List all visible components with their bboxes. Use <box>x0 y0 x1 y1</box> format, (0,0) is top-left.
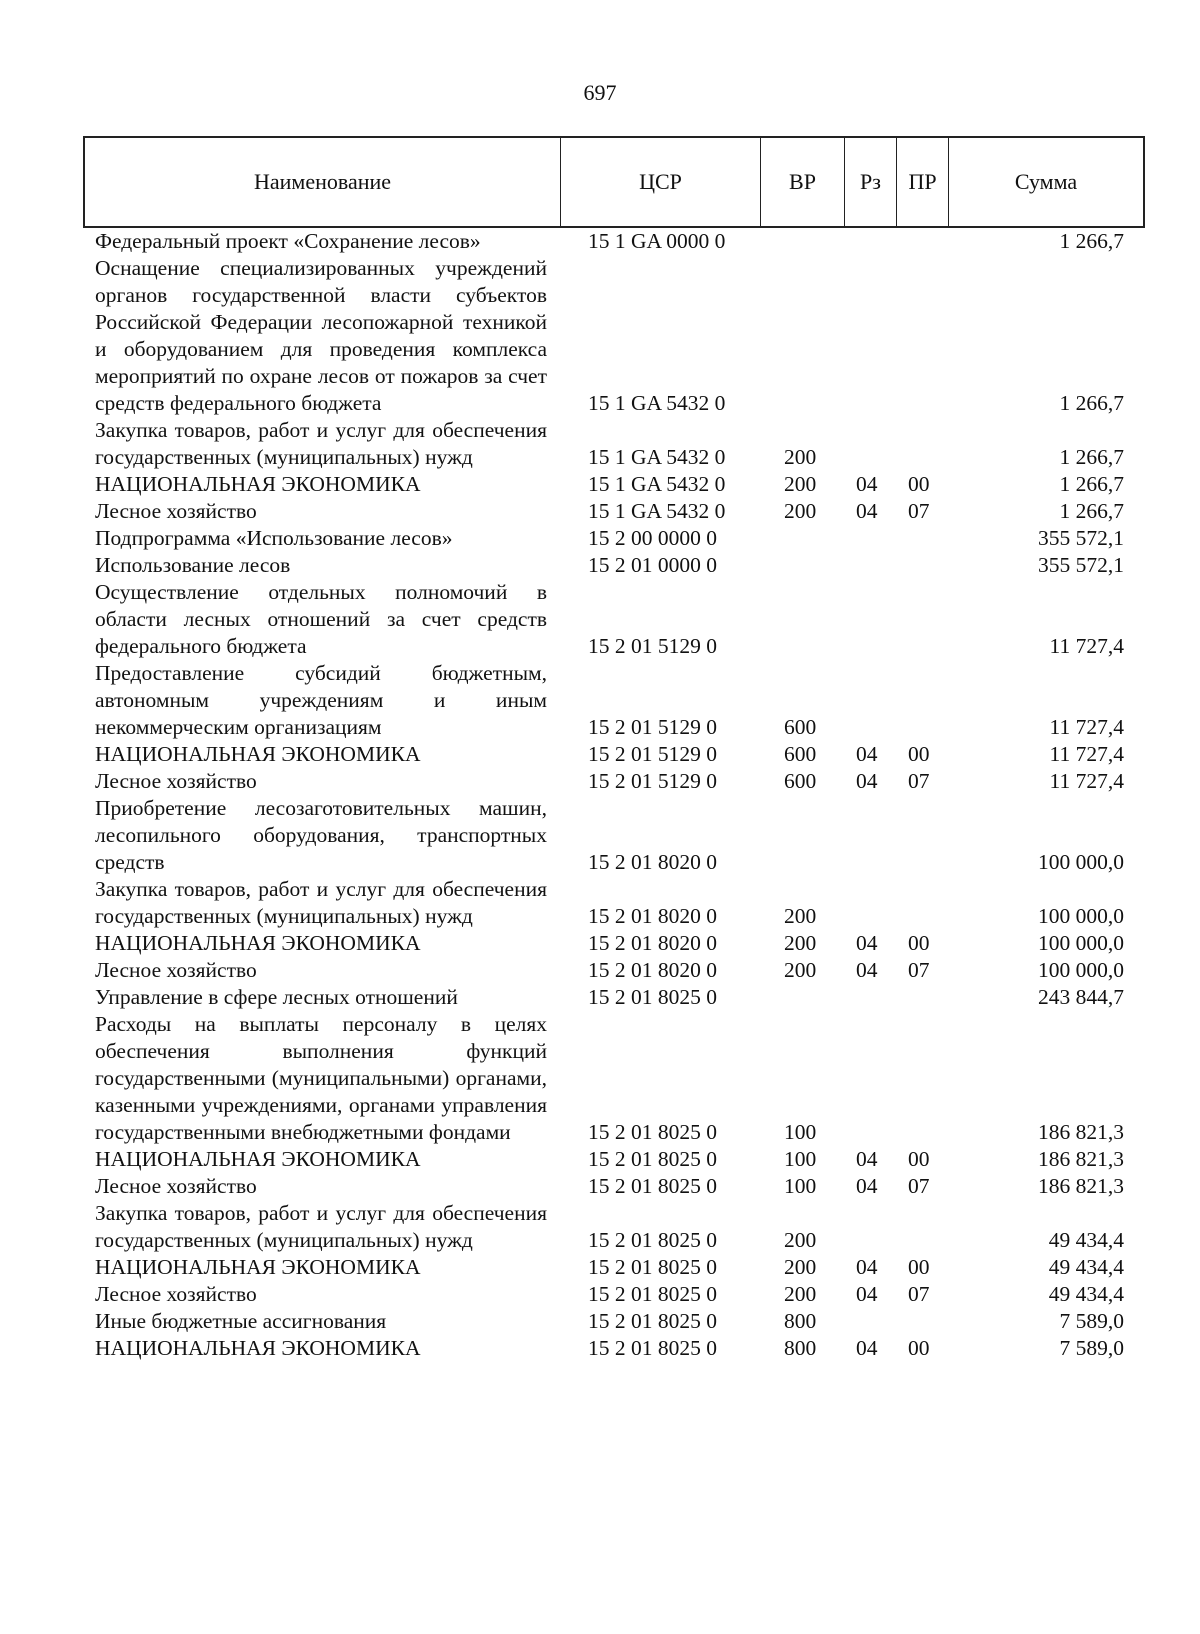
row-pr: 07 <box>908 769 930 793</box>
row-sum: 1 266,7 <box>1059 229 1124 253</box>
row-name: Закупка товаров, работ и услуг для обеспечения государственных (муниципальных) нужд <box>95 1201 547 1252</box>
row-csr: 15 2 01 8025 0 <box>588 985 717 1009</box>
row-vr: 200 <box>784 1228 817 1252</box>
row-csr: 15 1 GA 5432 0 <box>588 472 726 496</box>
row-csr: 15 1 GA 0000 0 <box>588 229 726 253</box>
page-number: 697 <box>583 80 617 105</box>
row-csr: 15 2 01 5129 0 <box>588 742 717 766</box>
row-sum: 11 727,4 <box>1049 769 1124 793</box>
table-header <box>83 136 1145 228</box>
table-row <box>0 1281 1200 1308</box>
header-rz: Рз <box>845 138 897 226</box>
row-rz: 04 <box>856 1255 878 1279</box>
row-sum: 1 266,7 <box>1059 472 1124 496</box>
row-name: Управление в сфере лесных отношений <box>95 985 458 1009</box>
table-row <box>0 255 1200 417</box>
row-sum: 355 572,1 <box>1038 526 1124 550</box>
row-vr: 800 <box>784 1309 817 1333</box>
table-row <box>0 984 1200 1011</box>
row-pr: 07 <box>908 1174 930 1198</box>
table-row <box>0 471 1200 498</box>
header-sum: Сумма <box>1014 169 1078 194</box>
row-name: Лесное хозяйство <box>95 1174 257 1198</box>
row-name: Лесное хозяйство <box>95 958 257 982</box>
row-name: НАЦИОНАЛЬНАЯ ЭКОНОМИКА <box>95 1336 421 1360</box>
row-name: Лесное хозяйство <box>95 499 257 523</box>
row-csr: 15 2 01 8025 0 <box>588 1174 717 1198</box>
row-csr: 15 2 01 8025 0 <box>588 1309 717 1333</box>
row-csr: 15 2 01 5129 0 <box>588 634 717 658</box>
row-vr: 100 <box>784 1147 817 1171</box>
row-sum: 1 266,7 <box>1059 499 1124 523</box>
table-row <box>0 876 1200 930</box>
row-vr: 200 <box>784 1255 817 1279</box>
row-name: Лесное хозяйство <box>95 1282 257 1306</box>
row-sum: 11 727,4 <box>1049 742 1124 766</box>
row-sum: 1 266,7 <box>1059 391 1124 415</box>
table-row <box>0 1200 1200 1254</box>
row-rz: 04 <box>856 931 878 955</box>
table-row <box>0 417 1200 471</box>
row-sum: 1 266,7 <box>1059 445 1124 469</box>
row-sum: 186 821,3 <box>1038 1120 1124 1144</box>
row-rz: 04 <box>856 958 878 982</box>
row-name: Подпрограмма «Использование лесов» <box>95 526 453 550</box>
row-rz: 04 <box>856 742 878 766</box>
row-pr: 07 <box>908 499 930 523</box>
row-vr: 600 <box>784 715 817 739</box>
table-row <box>0 1146 1200 1173</box>
row-rz: 04 <box>856 1174 878 1198</box>
table-body <box>0 228 1200 1362</box>
header-name: Наименование <box>85 138 561 226</box>
table-row <box>0 1308 1200 1335</box>
row-sum: 186 821,3 <box>1038 1174 1124 1198</box>
table-row <box>0 660 1200 741</box>
table-row <box>0 579 1200 660</box>
row-rz: 04 <box>856 499 878 523</box>
row-csr: 15 2 01 8020 0 <box>588 850 717 874</box>
row-vr: 600 <box>784 769 817 793</box>
row-sum: 243 844,7 <box>1038 985 1124 1009</box>
row-name: Иные бюджетные ассигнования <box>95 1309 387 1333</box>
row-sum: 49 434,4 <box>1048 1228 1124 1252</box>
table-row <box>0 768 1200 795</box>
row-vr: 200 <box>784 904 817 928</box>
row-sum: 100 000,0 <box>1038 904 1124 928</box>
row-rz: 04 <box>856 1282 878 1306</box>
row-pr: 00 <box>908 1147 930 1171</box>
row-name: Предоставление субсидий бюджетным, автономным учреждениям и иным некоммерческим организациям <box>95 661 547 739</box>
row-name: НАЦИОНАЛЬНАЯ ЭКОНОМИКА <box>95 472 421 496</box>
row-csr: 15 1 GA 5432 0 <box>588 445 726 469</box>
table-row <box>0 741 1200 768</box>
row-csr: 15 2 01 8025 0 <box>588 1282 717 1306</box>
row-csr: 15 2 01 8025 0 <box>588 1147 717 1171</box>
row-vr: 200 <box>784 472 817 496</box>
row-vr: 600 <box>784 742 817 766</box>
row-name: Использование лесов <box>95 553 291 577</box>
row-sum: 7 589,0 <box>1059 1336 1124 1360</box>
table-row <box>0 1254 1200 1281</box>
row-sum: 7 589,0 <box>1059 1309 1124 1333</box>
row-rz: 04 <box>856 1147 878 1171</box>
table-row <box>0 228 1200 255</box>
table-row <box>0 957 1200 984</box>
row-sum: 355 572,1 <box>1038 553 1124 577</box>
row-csr: 15 2 01 5129 0 <box>588 769 717 793</box>
row-name: НАЦИОНАЛЬНАЯ ЭКОНОМИКА <box>95 1255 421 1279</box>
row-csr: 15 2 01 8020 0 <box>588 958 717 982</box>
row-name: Федеральный проект «Сохранение лесов» <box>95 229 481 253</box>
row-name: НАЦИОНАЛЬНАЯ ЭКОНОМИКА <box>95 742 421 766</box>
row-sum: 11 727,4 <box>1049 715 1124 739</box>
table-row <box>0 1173 1200 1200</box>
row-csr: 15 2 01 0000 0 <box>588 553 717 577</box>
row-rz: 04 <box>856 769 878 793</box>
row-name: НАЦИОНАЛЬНАЯ ЭКОНОМИКА <box>95 931 421 955</box>
row-name: Закупка товаров, работ и услуг для обеспечения государственных (муниципальных) нужд <box>95 877 547 928</box>
row-vr: 100 <box>784 1120 817 1144</box>
row-sum: 186 821,3 <box>1038 1147 1124 1171</box>
row-sum: 100 000,0 <box>1038 850 1124 874</box>
row-sum: 49 434,4 <box>1048 1255 1124 1279</box>
row-vr: 100 <box>784 1174 817 1198</box>
row-csr: 15 2 01 8020 0 <box>588 904 717 928</box>
row-pr: 00 <box>908 1255 930 1279</box>
row-pr: 00 <box>908 472 930 496</box>
header-vr: ВР <box>761 138 845 226</box>
row-pr: 00 <box>908 931 930 955</box>
row-vr: 200 <box>784 445 817 469</box>
row-name: НАЦИОНАЛЬНАЯ ЭКОНОМИКА <box>95 1147 421 1171</box>
row-rz: 04 <box>856 472 878 496</box>
row-vr: 800 <box>784 1336 817 1360</box>
table-row <box>0 525 1200 552</box>
row-pr: 07 <box>908 1282 930 1306</box>
row-name: Закупка товаров, работ и услуг для обеспечения государственных (муниципальных) нужд <box>95 418 547 469</box>
table-row <box>0 552 1200 579</box>
row-sum: 100 000,0 <box>1038 958 1124 982</box>
row-pr: 07 <box>908 958 930 982</box>
row-vr: 200 <box>784 931 817 955</box>
row-vr: 200 <box>784 1282 817 1306</box>
row-name: Лесное хозяйство <box>95 769 257 793</box>
row-name: Оснащение специализированных учреждений органов государственной власти субъектов Российской Федерации лесопожарной техникой и оборудованием для проведения комплекса мероприятий по охране лесов от пожаров за счет средств федерального бюджета <box>95 256 547 415</box>
row-csr: 15 2 00 0000 0 <box>588 526 717 550</box>
row-csr: 15 1 GA 5432 0 <box>588 391 726 415</box>
row-csr: 15 2 01 8020 0 <box>588 931 717 955</box>
row-vr: 200 <box>784 958 817 982</box>
row-rz: 04 <box>856 1336 878 1360</box>
row-csr: 15 2 01 8025 0 <box>588 1336 717 1360</box>
row-name: Приобретение лесозаготовительных машин, лесопильного оборудования, транспортных средств <box>95 796 547 874</box>
row-sum: 49 434,4 <box>1048 1282 1124 1306</box>
table-row <box>0 1011 1200 1146</box>
table-row <box>0 930 1200 957</box>
row-pr: 00 <box>908 742 930 766</box>
header-pr: ПР <box>897 138 949 226</box>
header-csr: ЦСР <box>561 138 761 226</box>
row-csr: 15 2 01 8025 0 <box>588 1120 717 1144</box>
row-sum: 100 000,0 <box>1038 931 1124 955</box>
row-csr: 15 1 GA 5432 0 <box>588 499 726 523</box>
row-sum: 11 727,4 <box>1049 634 1124 658</box>
row-csr: 15 2 01 8025 0 <box>588 1228 717 1252</box>
row-name: Осуществление отдельных полномочий в области лесных отношений за счет средств федерального бюджета <box>95 580 547 658</box>
table-row <box>0 498 1200 525</box>
row-csr: 15 2 01 8025 0 <box>588 1255 717 1279</box>
table-row <box>0 1335 1200 1362</box>
row-pr: 00 <box>908 1336 930 1360</box>
row-name: Расходы на выплаты персоналу в целях обеспечения выполнения функций государственными (муниципальными) органами, казенными учреждениями, органами управления государственными внебюджетными фондами <box>95 1012 547 1144</box>
row-vr: 200 <box>784 499 817 523</box>
row-csr: 15 2 01 5129 0 <box>588 715 717 739</box>
table-row <box>0 795 1200 876</box>
